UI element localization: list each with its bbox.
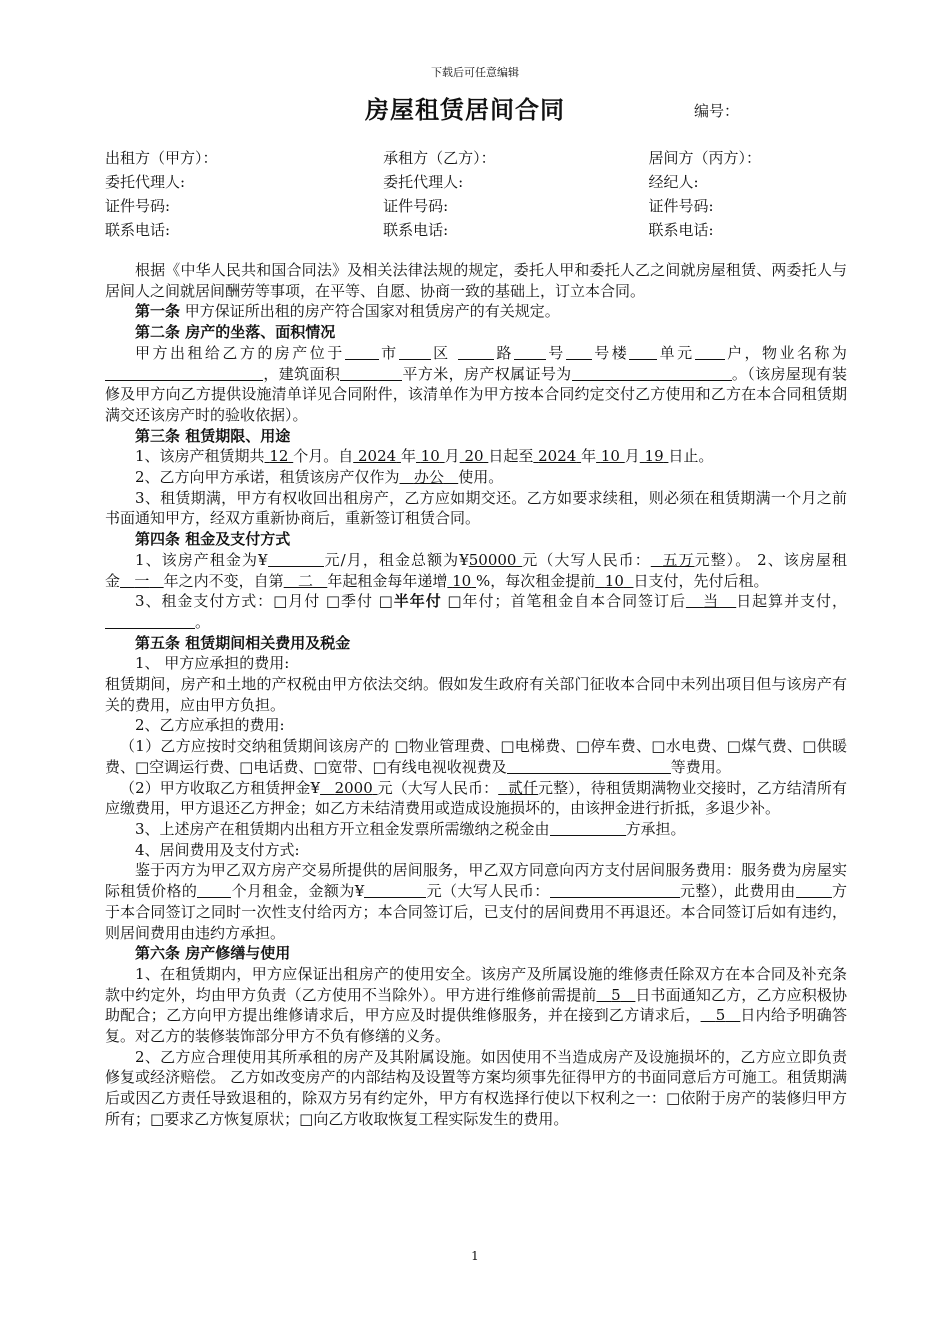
article-4-rent: 1、该房产租金为¥ 元/月，租金总额为¥50000 元（大写人民币： 五万元整）。 2、该房屋租金 一 年之内不变，自第 二 年起租金每年递增 10 %，每次租金提前 10 日支付，先付后租。 <box>105 550 847 590</box>
blank-field[interactable] <box>514 345 546 360</box>
article-1 <box>105 301 847 322</box>
deposit-amount-cn: 贰仟 <box>507 778 539 797</box>
contract-body <box>105 260 847 1130</box>
article-5-item2-2: （2）甲方收取乙方租赁押金¥ 2000 元（大写人民币： 贰仟元整），待租赁期满物业交接时，乙方结清所有应缴费用，甲方退还乙方押金；如乙方未结清费用或造成设施损坏的，由该押金进行折抵，多退少补。 <box>105 778 847 818</box>
increase-from-year: 二 <box>297 571 313 590</box>
blank-field[interactable] <box>399 345 431 360</box>
reply-days: 5 <box>715 1006 726 1025</box>
agent-phone-label: 联系电话: <box>648 221 714 239</box>
article-5-item2: 2、乙方应承担的费用: <box>135 716 285 735</box>
blank-field[interactable] <box>364 883 426 898</box>
start-day: 20 <box>464 447 484 466</box>
rent-years: 一 <box>134 571 150 590</box>
blank-field[interactable] <box>105 366 263 381</box>
lessor-rep-label: 委托代理人: <box>105 173 186 191</box>
party-row <box>105 146 845 170</box>
increase-percent: 10 <box>452 571 472 590</box>
agent-label: 居间方（丙方）： <box>648 149 761 167</box>
article-5-item4-text: 鉴于丙方为甲乙双方房产交易所提供的居间服务，甲乙双方同意向丙方支付居间服务费用：服务费为房屋实际租赁价格的 个月租金，金额为¥ 元（大写人民币： 元整），此费用由 方于本合同签订之同时一次性支付给丙方；本合同签订后，已支付的居间费用不再退还。本合同签订后如有违约，则居间费用由违约方承担。 <box>105 861 847 942</box>
article-6-heading: 第六条 房产修缮与使用 <box>135 944 291 963</box>
article-5-item1: 1、 甲方应承担的费用: <box>135 654 290 673</box>
end-month: 10 <box>600 447 620 466</box>
blank-field[interactable] <box>796 883 832 898</box>
lessee-phone-label: 联系电话: <box>383 221 449 239</box>
blank-field[interactable] <box>629 345 657 360</box>
intro-paragraph: 根据《中华人民共和国合同法》及相关法律法规的规定，委托人甲和委托人乙之间就房屋租赁、两委托人与居间人之间就居间酬劳等事项，在平等、自愿、协商一致的基础上，订立本合同。 <box>105 261 847 300</box>
advance-days: 10 <box>604 571 624 590</box>
header-note: 下载后可任意编辑 <box>431 66 519 79</box>
blank-field[interactable] <box>550 821 626 836</box>
article-5-item2-1: （1）乙方应按时交纳租赁期间该房产的 □物业管理费、□电梯费、□停车费、□水电费、□煤气费、□供暖费、□空调运行费、□电话费、□宽带、□有线电视收视费及 等费用。 <box>105 737 847 776</box>
blank-field[interactable] <box>105 614 195 629</box>
blank-field[interactable] <box>197 883 231 898</box>
article-1-text: 甲方保证所出租的房产符合国家对租赁房产的有关规定。 <box>180 302 560 321</box>
article-2-heading: 第二条 房产的坐落、面积情况 <box>135 323 336 342</box>
article-1-heading: 第一条 <box>135 302 181 321</box>
party-row <box>105 170 845 194</box>
start-year: 2024 <box>358 447 397 466</box>
article-3-use: 2、乙方向甲方承诺，租赁该房产仅作为 办公 使用。 <box>135 468 504 487</box>
party-row <box>105 218 845 242</box>
lessee-rep-label: 委托代理人: <box>383 173 464 191</box>
broker-label: 经纪人: <box>648 173 699 191</box>
use-purpose: 办公 <box>413 468 444 487</box>
blank-field[interactable] <box>340 366 402 381</box>
article-6-item2: 2、乙方应合理使用其所承租的房产及其附属设施。如因使用不当造成房产及设施损坏的，乙方应立即负责修复或经济赔偿。 乙方如改变房产的内部结构及设置等方案均须事先征得甲方的书面同意后方可施工。租赁期满后或因乙方责任导致退租的，除双方另有约定外，甲方有权选择行使以下权利之一：□依附于房产的装修归甲方所有；□要求乙方恢复原状；□向乙方收取恢复工程实际发生的费用。 <box>105 1047 847 1128</box>
article-3-term: 1、该房产租赁期共 12 个月。自 2024 年 10 月 20 日起至 2024 年 10 月 19 日止。 <box>135 447 714 466</box>
start-month: 10 <box>420 447 440 466</box>
blank-field[interactable] <box>268 552 324 567</box>
blank-field[interactable] <box>507 759 671 774</box>
article-5-heading: 第五条 租赁期间相关费用及税金 <box>135 633 351 652</box>
term-months: 12 <box>269 447 289 466</box>
lessor-label: 出租方（甲方）： <box>105 149 218 167</box>
lessee-id-label: 证件号码: <box>383 197 449 215</box>
payment-start: 当 <box>703 592 720 611</box>
article-3-renewal: 3、租赁期满，甲方有权收回出租房产，乙方应如期交还。乙方如要求续租，则必须在租赁期满一个月之前书面通知甲方，经双方重新协商后，重新签订租赁合同。 <box>105 488 847 528</box>
article-4-payment-method: 3、租金支付方式：□月付 □季付 □半年付 □年付；首笔租金自本合同签订后 当 日起算并支付，。 <box>105 591 847 632</box>
blank-field[interactable] <box>566 345 592 360</box>
page-number: 1 <box>471 1249 479 1263</box>
agent-id-label: 证件号码: <box>648 197 714 215</box>
party-row <box>105 194 845 218</box>
blank-field[interactable] <box>458 345 494 360</box>
article-4-heading: 第四条 租金及支付方式 <box>135 530 291 549</box>
article-5-item4: 4、居间费用及支付方式: <box>135 840 300 859</box>
rent-total-cn: 五万 <box>662 550 695 569</box>
article-2-location: 甲方出租给乙方的房产位于 市 区 路 号 号楼 单元 户，物业名称为，建筑面积 平方米，房产权属证号为 。（该房屋现有装修及甲方向乙方提供设施清单详见合同附件，该清单作为甲方按本合同约定交付乙方使用和乙方在本合同租赁期满交还该房产时的验收依据）。 <box>105 343 847 424</box>
article-3-heading: 第三条 租赁期限、用途 <box>135 426 291 445</box>
blank-field[interactable] <box>572 366 732 381</box>
lessee-label: 承租方（乙方）： <box>383 149 496 167</box>
rent-total: 50000 <box>468 550 517 569</box>
blank-field[interactable] <box>695 345 725 360</box>
lessor-phone-label: 联系电话: <box>105 221 171 239</box>
lessor-id-label: 证件号码: <box>105 197 171 215</box>
blank-field[interactable] <box>345 345 379 360</box>
half-year-option: □半年付 <box>378 592 442 611</box>
party-info <box>105 146 845 242</box>
article-5-item3: 3、上述房产在租赁期内出租方开立租金发票所需缴纳之税金由 方承担。 <box>135 819 686 838</box>
doc-number-label: 编号： <box>694 102 740 120</box>
article-6-item1: 1、在租赁期内，甲方应保证出租房产的使用安全。该房产及所属设施的维修责任除双方在本合同及补充条款中约定外，均由甲方负责（乙方使用不当除外）。甲方进行维修前需提前 5 日书面通知乙方，乙方应积极协助配合；乙方向甲方提出维修请求后，甲方应及时提供维修服务，并在接到乙方请求后， 5 日内给予明确答复。对乙方的装修装饰部分甲方不负有修缮的义务。 <box>105 964 847 1046</box>
article-5-item1-text: 租赁期间，房产和土地的产权税由甲方依法交纳。假如发生政府有关部门征收本合同中未列出项目但与该房产有关的费用，应由甲方负担。 <box>105 675 847 714</box>
page-title: 房屋租赁居间合同 <box>365 96 565 124</box>
end-day: 19 <box>644 447 664 466</box>
end-year: 2024 <box>538 447 577 466</box>
blank-field[interactable] <box>550 883 680 898</box>
notice-days: 5 <box>611 985 621 1004</box>
deposit-amount: 2000 <box>334 778 373 797</box>
